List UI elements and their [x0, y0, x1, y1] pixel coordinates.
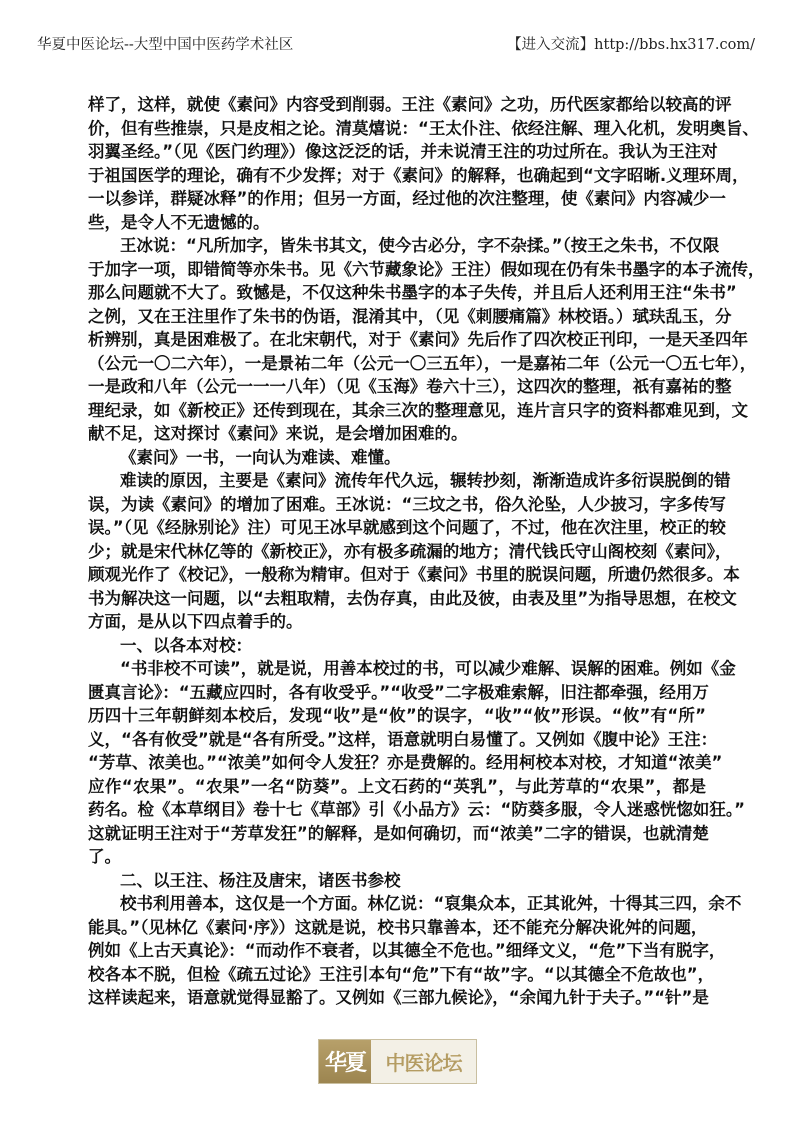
text-line: 价，但有些推崇，只是皮相之论。清莫熺说：“王太仆注、依经注解、理入化机，发明奥旨、	[88, 118, 759, 138]
text-line: 理纪录，如《新校正》还传到现在，其余三次的整理意见，连片言只字的资料都难见到，文	[88, 400, 748, 420]
text-line: 了。	[88, 847, 121, 866]
text-line: 那么问题就不大了。致憾是，不仅这种朱书墨字的本子失传，并且后人还利用王注“朱书”	[88, 283, 737, 302]
text-line: 些，是令人不无遗憾的。	[88, 212, 270, 232]
text-line: 书为解决这一问题，以“去粗取精，去伪存真，由此及彼，由表及里”为指导思想，在校文	[88, 588, 737, 608]
text-line: 王冰说：“凡所加字，皆朱书其文，使今古必分，字不杂揉。”（按王之朱书，不仅限	[120, 236, 720, 255]
text-line: 药名。检《本草纲目》卷十七《草部》引《小品方》云：“防葵多服，令人迷惑恍惚如狂。”	[88, 800, 745, 819]
text-line: 历四十三年朝鲜刻本校后，发现“收”是“攸”的误字，“收”“攸”形误。“攸”有“所”	[88, 706, 706, 725]
text-line: 《素问》一书，一向认为难读、难懂。	[120, 447, 401, 467]
text-line: 能具。”（见林亿《素问·序》）这就是说，校书只靠善本，还不能充分解决讹舛的问题，	[88, 917, 708, 937]
text-line: 义，“各有攸受”就是“各有所受。”这样，语意就明白易懂了。又例如《腹中论》王注：	[88, 729, 718, 749]
text-line: 误。”（见《经脉别论》注）可见王冰早就感到这个问题了，不过，他在次注里，校正的较	[88, 518, 726, 537]
text-line: 误，为读《素问》的增加了困难。王冰说：“三坟之书，俗久沦坠，人少披习，字多传写	[88, 494, 726, 514]
text-line: 应作“农果”。“农果”一名“防葵”。上文石药的“英乳”，与此芳草的“农果”，都是	[88, 776, 706, 796]
text-line: 方面，是从以下四点着手的。	[88, 612, 303, 631]
text-line: 之例，又在王注里作了朱书的伪语，混淆其中，（见《刺腰痛篇》林校语。）珷玞乱玉，分	[88, 306, 732, 326]
logo-right: 中医论坛	[371, 1040, 476, 1083]
text-line: “芳草、浓美也。”“浓美”如何令人发狂？亦是费解的。经用柯校本对校，才知道“浓美”	[88, 753, 723, 772]
text-line: 难读的原因，主要是《素问》流传年代久远，辗转抄刻，渐渐造成许多衍误脱倒的错	[120, 471, 731, 490]
section-heading: 二、以王注、杨注及唐宋，诸医书参校	[120, 870, 401, 890]
text-line: 校各本不脱，但检《疏五过论》王注引本句“危”下有“故”字。“以其德全不危故也”，	[88, 964, 715, 984]
text-line: 少；就是宋代林亿等的《新校正》，亦有极多疏漏的地方；清代钱氏守山阁校刻《素问》，	[88, 541, 732, 561]
text-line: 一以参详，群疑冰释”的作用；但另一方面，经过他的次注整理，使《素问》内容减少一	[88, 189, 726, 208]
logo-left: 华夏	[319, 1040, 371, 1083]
text-line: （公元一〇二六年），一是景祐二年（公元一〇三五年），一是嘉祐二年（公元一〇五七年），	[88, 353, 757, 373]
text-line: 顾观光作了《校记》，一般称为精审。但对于《素问》书里的脱误问题，所遗仍然很多。本	[88, 565, 740, 584]
text-line: 于祖国医学的理论，确有不少发挥；对于《素问》的解释，也确起到“文字昭晰.义理环周，	[88, 165, 749, 185]
text-line: 校书利用善本，这仅是一个方面。林亿说：“裒集众本，正其讹舛，十得其三四，余不	[120, 894, 742, 913]
text-line: 于加字一项，即错简等亦朱书。见《六节藏象论》王注）假如现在仍有朱书墨字的本子流传，	[88, 259, 765, 279]
forum-link[interactable]: 【进入交流】http://bbs.hx317.com/	[507, 37, 755, 53]
text-line: 匮真言论》：“五藏应四时，各有收受乎。”“收受”二字极难索解，旧注都牵强，经用万	[88, 682, 709, 702]
text-line: 例如《上古天真论》：“而动作不衰者，以其德全不危也。”细绎文义，“危”下当有脱字，	[88, 941, 726, 960]
text-line: 这就证明王注对于“芳草发狂”的解释，是如何确切，而“浓美”二字的错误，也就清楚	[88, 823, 709, 843]
text-line: 这样读起来，语意就觉得显豁了。又例如《三部九候论》，“余闻九针于夫子。”“针”是	[88, 988, 709, 1007]
text-line: 样了，这样，就使《素问》内容受到削弱。王注《素问》之功，历代医家都给以较高的评	[88, 95, 732, 114]
document-body	[88, 93, 765, 1010]
site-title: 华夏中医论坛--大型中国中医药学术社区	[37, 37, 294, 53]
forum-logo	[318, 1039, 477, 1084]
section-heading: 一、以各本对校：	[120, 635, 252, 655]
text-line: 析辨别，真是困难极了。在北宋朝代，对于《素问》先后作了四次校正刊印，一是天圣四年	[88, 330, 748, 349]
text-line: 一是政和八年（公元一一一八年）（见《玉海》卷六十三），这四次的整理，祇有嘉祐的整	[88, 377, 732, 396]
text-line: 羽翼圣经。”（见《医门约理》）像这泛泛的话，并未说清王注的功过所在。我认为王注对	[88, 142, 718, 161]
text-line: 献不足，这对探讨《素问》来说，是会增加困难的。	[88, 424, 468, 443]
text-line: “书非校不可读”，就是说，用善本校过的书，可以减少难解、误解的困难。例如《金	[120, 659, 736, 678]
